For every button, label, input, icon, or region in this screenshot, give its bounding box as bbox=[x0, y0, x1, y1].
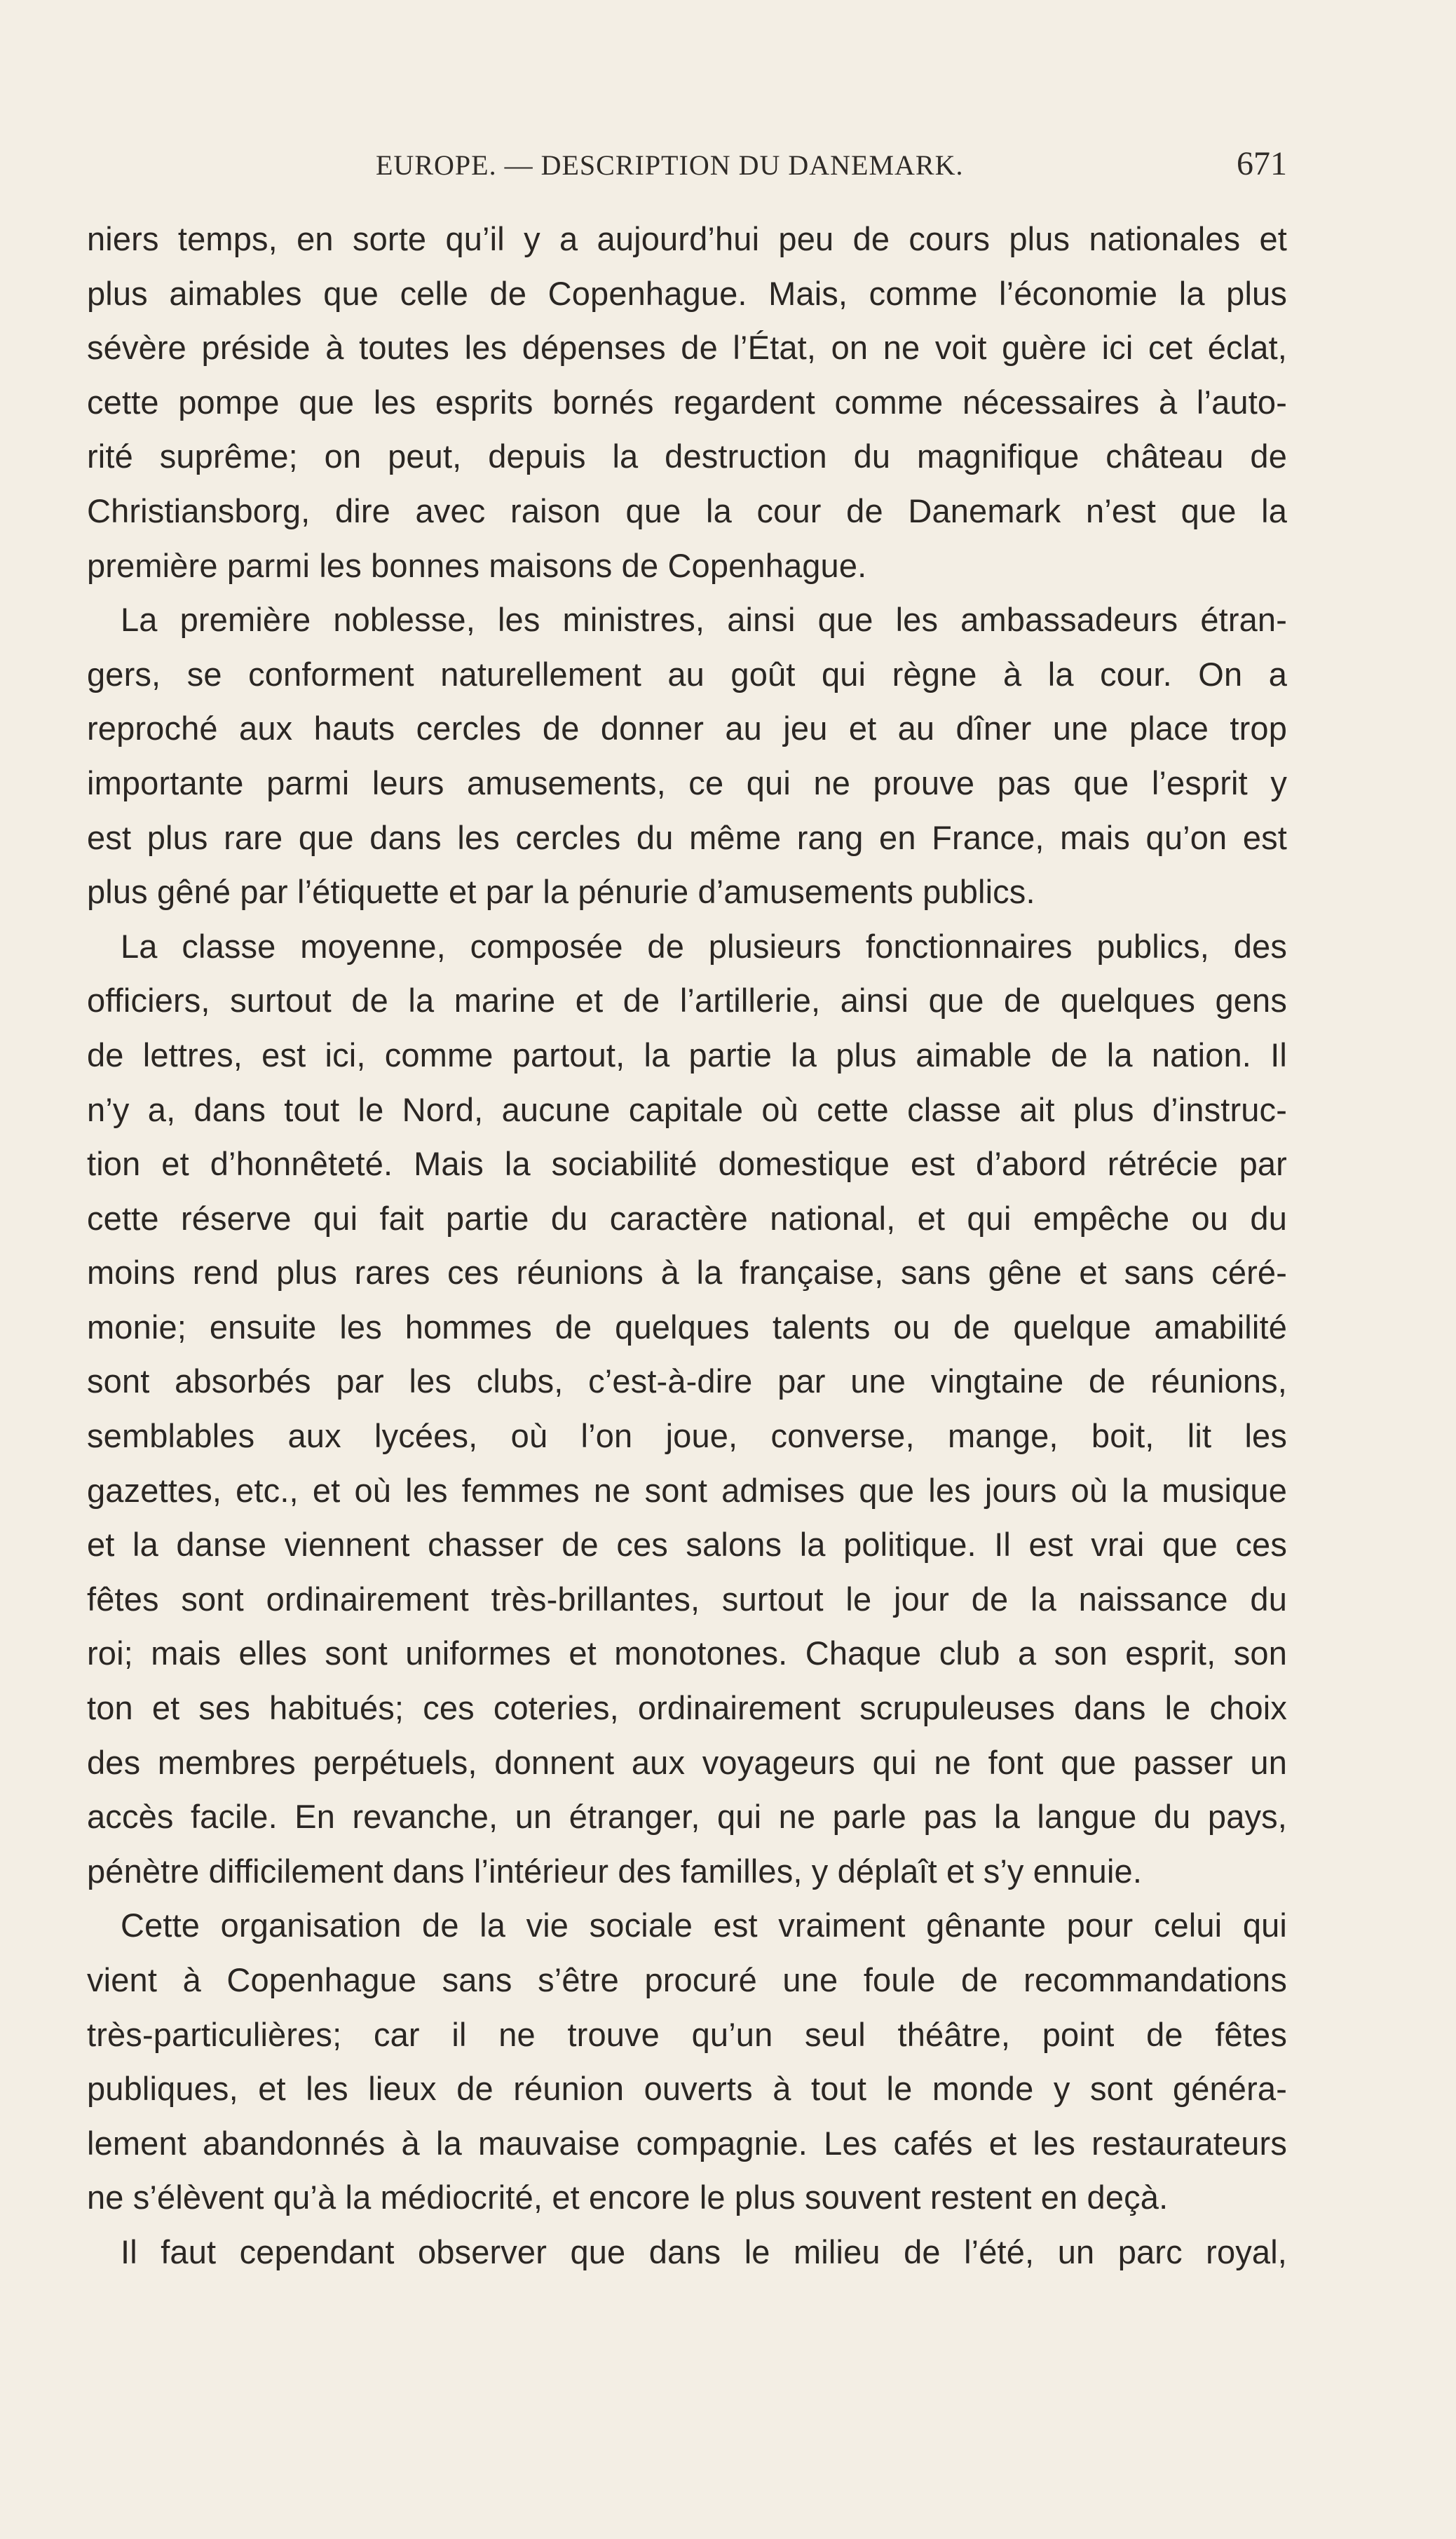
text-line: gazettes, etc., et où les femmes ne sont admises que les jours où la musique bbox=[87, 1471, 1287, 1509]
text-line: monie; ensuite les hommes de quelques talents ou de quelque amabilité bbox=[87, 1308, 1287, 1346]
text-line: roi; mais elles sont uniformes et monotones. Chaque club a son esprit, son bbox=[87, 1634, 1287, 1672]
text-line: et la danse viennent chasser de ces salons la politique. Il est vrai que ces bbox=[87, 1526, 1287, 1564]
text-line: vient à Copenhague sans s’être procuré une foule de recommandations bbox=[87, 1961, 1287, 1998]
text-line: Cette organisation de la vie sociale est vraiment gênante pour celui qui bbox=[121, 1907, 1287, 1944]
text-line: lement abandonnés à la mauvaise compagnie. Les cafés et les restaurateurs bbox=[87, 2124, 1287, 2162]
text-line: des membres perpétuels, donnent aux voyageurs qui ne font que passer un bbox=[87, 1743, 1287, 1781]
text-line: La classe moyenne, composée de plusieurs fonctionnaires publics, des bbox=[121, 927, 1287, 965]
text-line: première parmi les bonnes maisons de Copenhague. bbox=[87, 546, 867, 584]
text-line: n’y a, dans tout le Nord, aucune capitale où cette classe ait plus d’instruc- bbox=[87, 1090, 1287, 1128]
text-line: rité suprême; on peut, depuis la destruction du magnifique château de bbox=[87, 438, 1287, 475]
text-line: gers, se conforment naturellement au goût qui règne à la cour. On a bbox=[87, 655, 1287, 693]
text-line: ton et ses habitués; ces coteries, ordinairement scrupuleuses dans le choix bbox=[87, 1689, 1287, 1727]
text-line: plus aimables que celle de Copenhague. Mais, comme l’économie la plus bbox=[87, 274, 1287, 312]
text-line: Il faut cependant observer que dans le milieu de l’été, un parc royal, bbox=[121, 2233, 1287, 2270]
page-number: 671 bbox=[1237, 145, 1287, 182]
text-line: importante parmi leurs amusements, ce qui ne prouve pas que l’esprit y bbox=[87, 764, 1287, 801]
text-line: plus gêné par l’étiquette et par la pénurie d’amusements publics. bbox=[87, 873, 1035, 911]
text-line: sont absorbés par les clubs, c’est-à-dire par une vingtaine de réunions, bbox=[87, 1362, 1287, 1400]
text-line: publiques, et les lieux de réunion ouverts à tout le monde y sont généra- bbox=[87, 2070, 1287, 2108]
text-line: très-particulières; car il ne trouve qu’un seul théâtre, point de fêtes bbox=[87, 2015, 1287, 2053]
text-line: pénètre difficilement dans l’intérieur des familles, y déplaît et s’y ennuie. bbox=[87, 1852, 1143, 1890]
page-header bbox=[376, 145, 1287, 191]
text-line: sévère préside à toutes les dépenses de l’État, on ne voit guère ici cet éclat, bbox=[87, 329, 1287, 367]
text-line: de lettres, est ici, comme partout, la partie la plus aimable de la nation. Il bbox=[87, 1036, 1287, 1074]
text-line: semblables aux lycées, où l’on joue, converse, mange, boit, lit les bbox=[87, 1417, 1287, 1455]
text-line: accès facile. En revanche, un étranger, qui ne parle pas la langue du pays, bbox=[87, 1798, 1287, 1836]
body-text bbox=[87, 212, 1287, 2280]
text-line: moins rend plus rares ces réunions à la française, sans gêne et sans céré- bbox=[87, 1254, 1287, 1292]
text-line: tion et d’honnêteté. Mais la sociabilité domestique est d’abord rétrécie par bbox=[87, 1145, 1287, 1183]
text-line: niers temps, en sorte qu’il y a aujourd’hui peu de cours plus nationales et bbox=[87, 220, 1287, 257]
text-line: Christiansborg, dire avec raison que la cour de Danemark n’est que la bbox=[87, 492, 1287, 529]
text-line: est plus rare que dans les cercles du même rang en France, mais qu’on est bbox=[87, 818, 1287, 856]
text-line: ne s’élèvent qu’à la médiocrité, et encore le plus souvent restent en deçà. bbox=[87, 2179, 1169, 2216]
text-line: cette réserve qui fait partie du caractère national, et qui empêche ou du bbox=[87, 1199, 1287, 1237]
text-line: cette pompe que les esprits bornés regardent comme nécessaires à l’auto- bbox=[87, 383, 1287, 421]
text-line: fêtes sont ordinairement très-brillantes, surtout le jour de la naissance du bbox=[87, 1580, 1287, 1618]
text-line: reproché aux hauts cercles de donner au jeu et au dîner une place trop bbox=[87, 710, 1287, 747]
text-line: officiers, surtout de la marine et de l’artillerie, ainsi que de quelques gens bbox=[87, 982, 1287, 1020]
running-head: EUROPE. — DESCRIPTION DU DANEMARK. bbox=[376, 149, 964, 181]
text-line: La première noblesse, les ministres, ainsi que les ambassadeurs étran- bbox=[121, 601, 1287, 639]
